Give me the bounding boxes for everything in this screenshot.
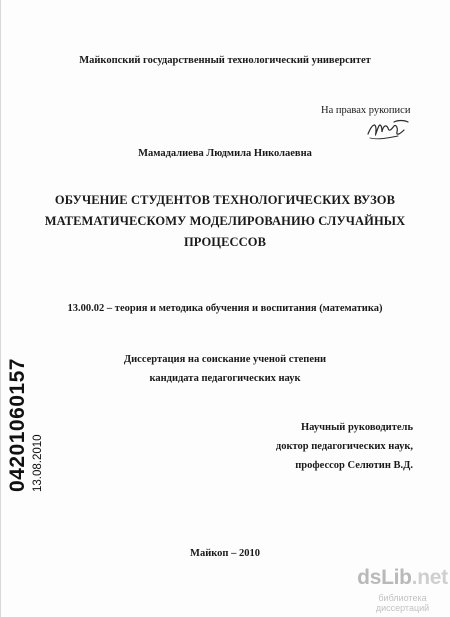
watermark-subtitle: библиотека диссертаций: [375, 593, 430, 613]
advisor-line: профессор Селютин В.Д.: [295, 460, 413, 471]
advisor-line: доктор педагогических наук,: [275, 441, 413, 452]
stamp-date: 13.08.2010: [32, 434, 44, 492]
dissertation-title-line: ОБУЧЕНИЕ СТУДЕНТОВ ТЕХНОЛОГИЧЕСКИХ ВУЗОВ: [54, 193, 396, 207]
watermark-logo-main: dsLib: [357, 566, 412, 589]
dissertation-title-line: ПРОЦЕССОВ: [183, 235, 267, 249]
specialty-code: 13.00.02 – теория и методика обучения и воспитания (математика): [67, 303, 383, 314]
university-name: Майкопский государственный технологический университет: [79, 55, 371, 66]
advisor-line: Научный руководитель: [301, 422, 413, 433]
dissertation-title-line: МАТЕМАТИЧЕСКОМУ МОДЕЛИРОВАНИЮ СЛУЧАЙНЫХ: [44, 214, 406, 228]
handwritten-signature: [364, 116, 412, 142]
stamp-code: 04201060157: [6, 358, 29, 492]
city-year: Майкоп – 2010: [190, 548, 260, 559]
dslib-watermark: [355, 566, 450, 616]
degree-line: Диссертация на соискание ученой степени: [123, 354, 327, 365]
degree-line: кандидата педагогических наук: [149, 373, 301, 384]
watermark-logo: [355, 566, 450, 590]
author-name: Мамадалиева Людмила Николаевна: [138, 148, 312, 159]
library-stamp: [4, 352, 44, 492]
watermark-logo-ext: .net: [411, 566, 448, 589]
manuscript-label: На правах рукописи: [321, 105, 411, 116]
